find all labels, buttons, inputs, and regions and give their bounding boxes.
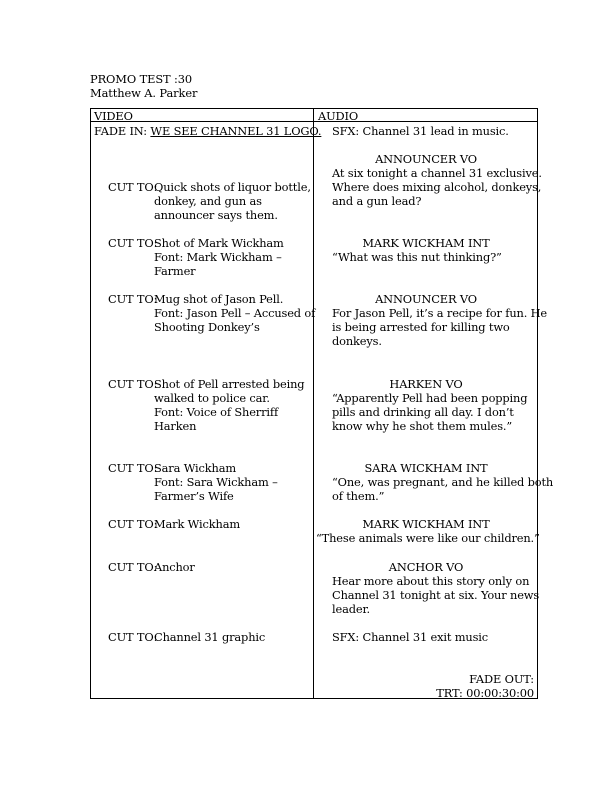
audio-line: pills and drinking all day. I don’t: [332, 405, 514, 419]
cut-line: Font: Sara Wickham –: [154, 475, 278, 489]
speaker-name: ANNOUNCER VO: [375, 152, 477, 166]
audio-line: “One, was pregnant, and he killed both: [332, 475, 554, 489]
cut-line: Font: Mark Wickham –: [154, 250, 282, 264]
cut-line: Anchor: [154, 560, 195, 574]
speaker-name: SARA WICKHAM INT: [364, 461, 488, 475]
cut-line: donkey, and gun as: [154, 194, 262, 208]
speaker-name: ANCHOR VO: [388, 560, 464, 574]
audio-column-header: AUDIO: [318, 109, 359, 123]
speaker-name: MARK WICKHAM INT: [362, 517, 490, 531]
cut-line: Font: Voice of Sherriff: [154, 405, 279, 419]
cut-label: CUT TO:: [108, 292, 158, 306]
cut-label: CUT TO:: [108, 517, 158, 531]
header-divider: [90, 121, 538, 122]
cut-line: Font: Jason Pell – Accused of: [154, 306, 316, 320]
cut-label: CUT TO:: [108, 180, 158, 194]
cut-line: Channel 31 graphic: [154, 630, 266, 644]
cut-line: Harken: [154, 419, 197, 433]
cut-label: CUT TO:: [108, 461, 158, 475]
fade-in-label: FADE IN:: [94, 124, 151, 138]
audio-line: “Apparently Pell had been popping: [332, 391, 528, 405]
column-divider: [313, 108, 314, 699]
cut-label: CUT TO:: [108, 560, 158, 574]
cut-label: CUT TO:: [108, 236, 158, 250]
cut-line: walked to police car.: [154, 391, 270, 405]
cut-line: Quick shots of liquor bottle,: [154, 180, 311, 194]
audio-line: “What was this nut thinking?”: [332, 250, 502, 264]
fade-in-shot: WE SEE CHANNEL 31 LOGO.: [150, 124, 322, 138]
cut-line: Mark Wickham: [154, 517, 240, 531]
script-author: Matthew A. Parker: [90, 86, 198, 100]
cut-line: Farmer’s Wife: [154, 489, 234, 503]
fade-out-cue: FADE OUT:: [469, 672, 534, 686]
video-column-header: VIDEO: [94, 109, 133, 123]
audio-line: Hear more about this story only on: [332, 574, 530, 588]
audio-line: know why he shot them mules.”: [332, 419, 513, 433]
audio-line: of them.”: [332, 489, 385, 503]
sfx-cue: SFX: Channel 31 lead in music.: [332, 124, 509, 138]
cut-line: announcer says them.: [154, 208, 278, 222]
cut-line: Shot of Pell arrested being: [154, 377, 305, 391]
fade-in-cue: [94, 124, 321, 138]
audio-line: is being arrested for killing two: [332, 320, 510, 334]
cut-line: Shot of Mark Wickham: [154, 236, 284, 250]
speaker-name: MARK WICKHAM INT: [362, 236, 490, 250]
audio-line: and a gun lead?: [332, 194, 422, 208]
audio-line: At six tonight a channel 31 exclusive.: [332, 166, 542, 180]
sfx-cue: SFX: Channel 31 exit music: [332, 630, 489, 644]
audio-line: donkeys.: [332, 334, 382, 348]
cut-line: Farmer: [154, 264, 196, 278]
audio-line: leader.: [332, 602, 370, 616]
cut-line: Sara Wickham: [154, 461, 237, 475]
audio-line: “These animals were like our children.”: [316, 531, 540, 545]
speaker-name: HARKEN VO: [389, 377, 463, 391]
audio-line: For Jason Pell, it’s a recipe for fun. He: [332, 306, 548, 320]
cut-line: Mug shot of Jason Pell.: [154, 292, 284, 306]
cut-label: CUT TO:: [108, 377, 158, 391]
cut-label: CUT TO:: [108, 630, 158, 644]
audio-line: Where does mixing alcohol, donkeys,: [332, 180, 542, 194]
script-title: PROMO TEST :30: [90, 72, 193, 86]
cut-line: Shooting Donkey’s: [154, 320, 260, 334]
audio-line: Channel 31 tonight at six. Your news: [332, 588, 540, 602]
speaker-name: ANNOUNCER VO: [375, 292, 477, 306]
total-running-time: TRT: 00:00:30:00: [436, 686, 534, 700]
